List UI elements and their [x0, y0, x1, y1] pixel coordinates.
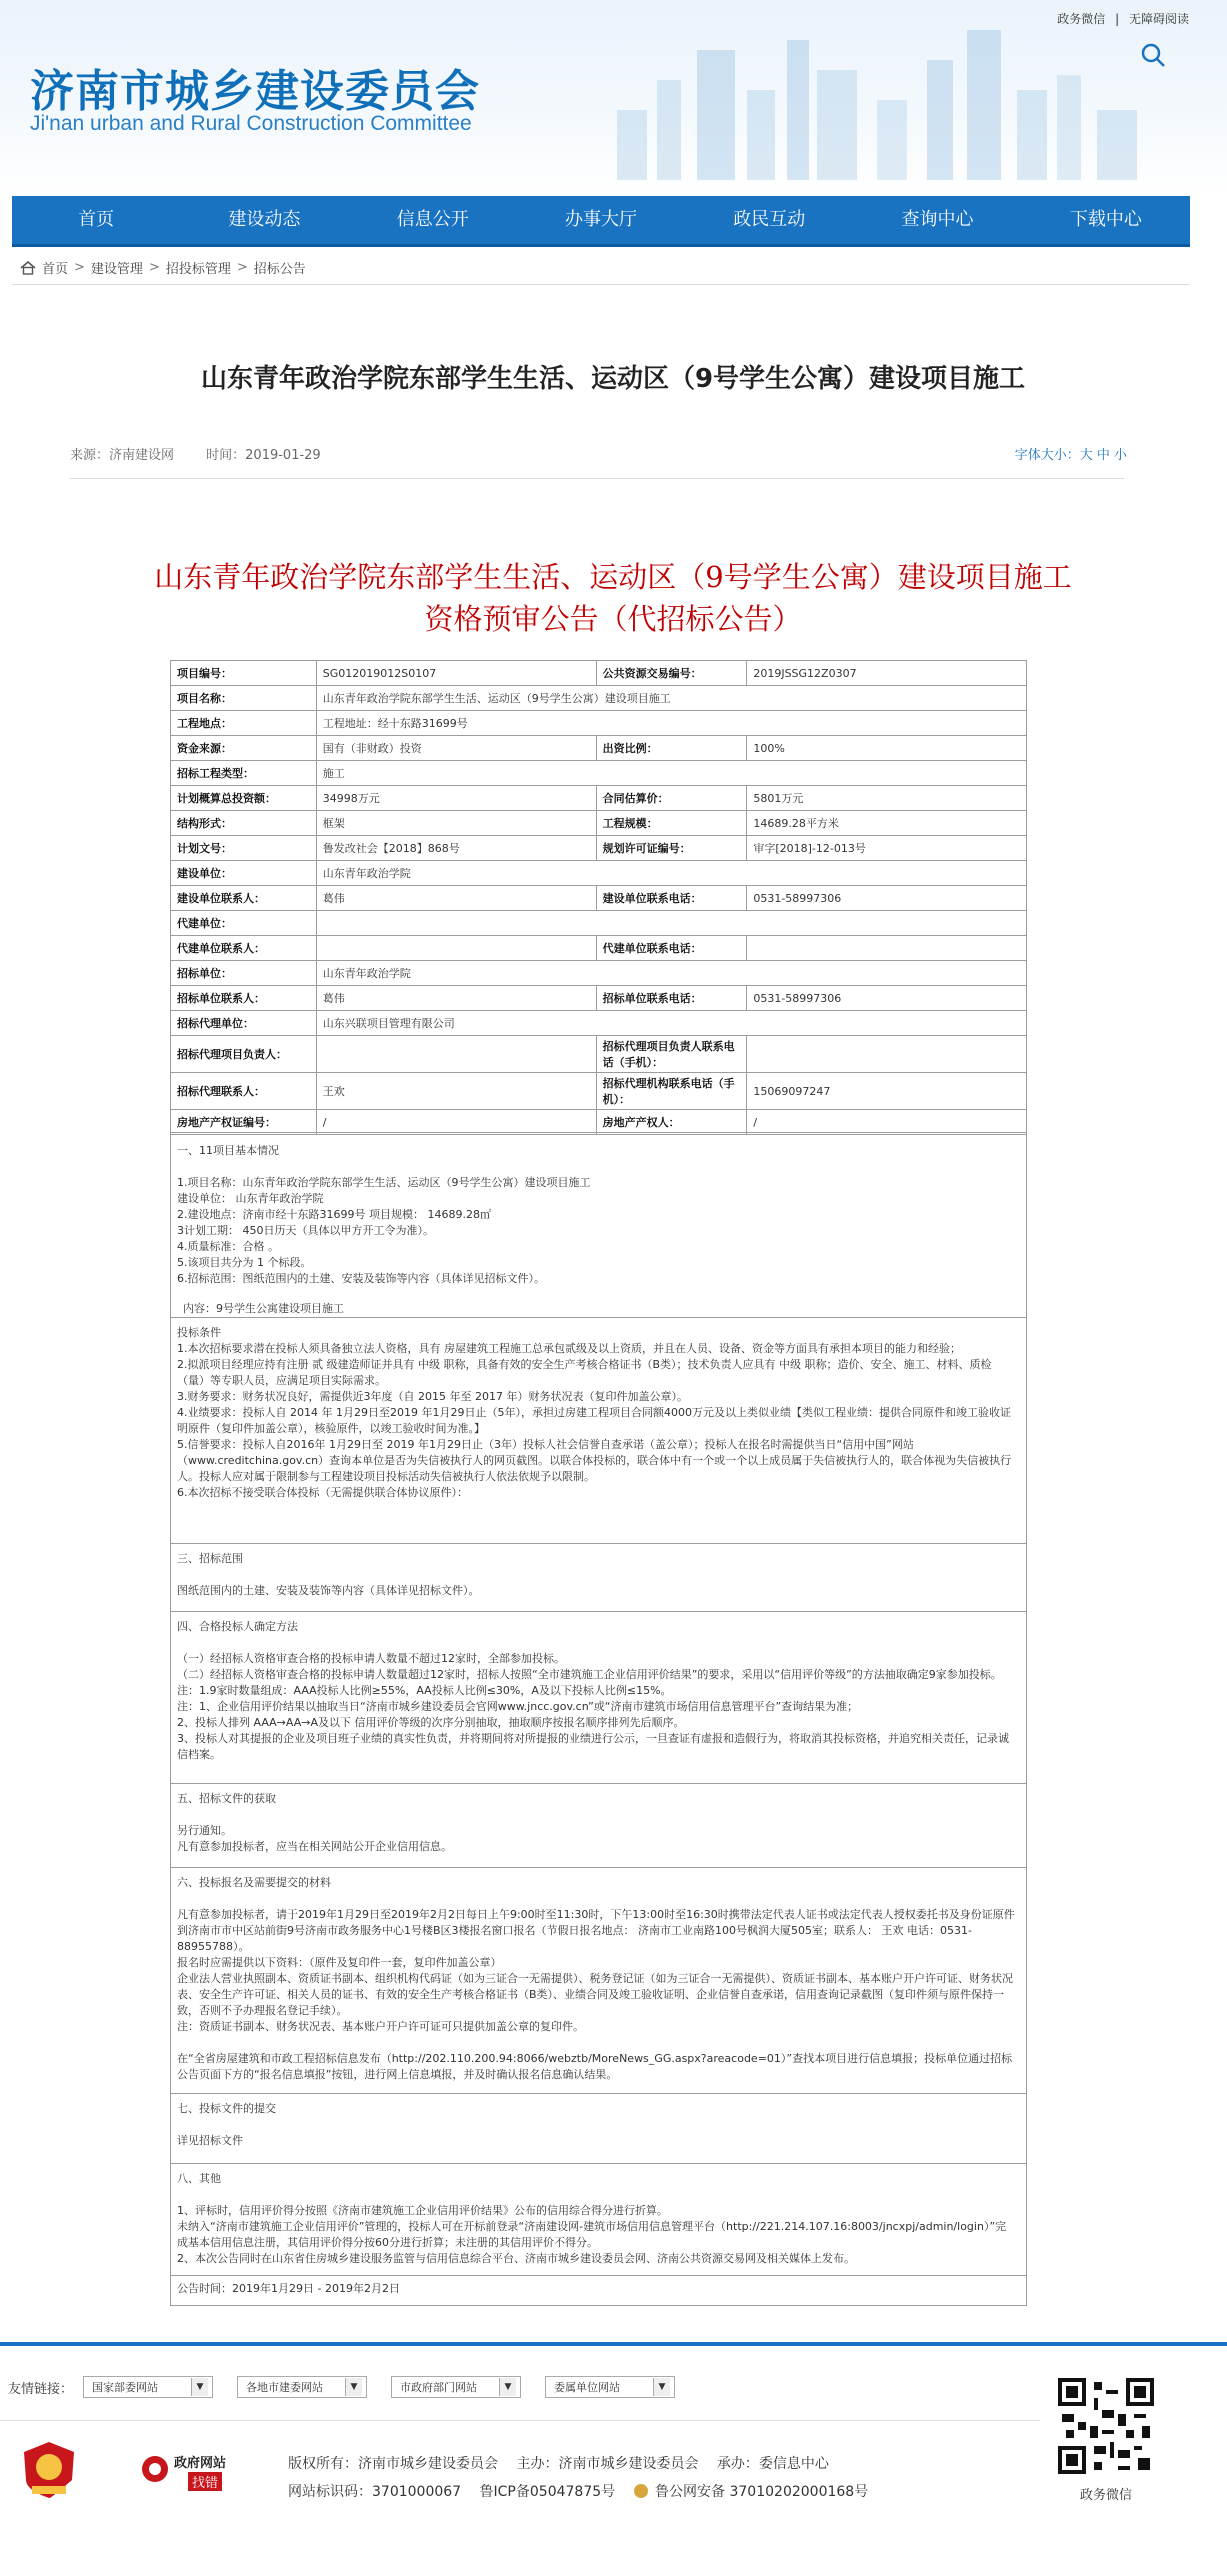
table-label-cell: 房地产产权人： — [596, 1110, 747, 1135]
body-line: 凡有意参加投标者，应当在相关网站公开企业信用信息。 — [177, 1840, 452, 1853]
section-divider — [171, 1783, 1026, 1784]
article-time: 时间：2019-01-29 — [206, 448, 321, 463]
table-label-cell: 招标代理单位： — [171, 1011, 317, 1036]
table-value-cell: 葛伟 — [316, 986, 596, 1011]
select-value: 委属单位网站 — [554, 2381, 621, 2394]
table-value-cell: 审字[2018]-12-013号 — [747, 836, 1027, 861]
table-label-cell: 招标代理机构联系电话（手机）： — [596, 1073, 747, 1110]
article-meta — [70, 444, 349, 463]
select-city-committees[interactable] — [237, 2376, 367, 2398]
table-value-cell: 山东兴联项目管理有限公司 — [316, 1011, 1026, 1036]
table-value-cell: 葛伟 — [316, 886, 596, 911]
table-label-cell: 计划文号： — [171, 836, 317, 861]
section-scope — [177, 1551, 1017, 1599]
section-qualification — [177, 1619, 1017, 1763]
document-title-line1: 山东青年政治学院东部学生生活、运动区（9号学生公寓）建设项目施工 — [154, 560, 1072, 594]
body-line: 6.本次招标不接受联合体投标（无需提供联合体协议原件）： — [177, 1486, 468, 1499]
table-label-cell: 代建单位联系人： — [171, 936, 317, 961]
table-label-cell: 工程地点： — [171, 711, 317, 736]
table-value-cell: / — [316, 1110, 596, 1135]
table-value-cell: 山东青年政治学院 — [316, 961, 1026, 986]
table-value-cell: SG012019012S0107 — [316, 661, 596, 686]
table-label-cell: 房地产产权证编号： — [171, 1110, 317, 1135]
nav-item-download[interactable]: 下载中心 — [1069, 209, 1142, 230]
font-size-control[interactable]: 字体大小：大 中 小 — [1014, 448, 1127, 463]
section-title: 三、招标范围 — [177, 1552, 243, 1565]
body-line: 注：1、企业信用评价结果以抽取当日“济南市城乡建设委员会官网www.jncc.gov.cn”或“济南市建筑市场信用信息管理平台”查询结果为准； — [177, 1700, 859, 1713]
body-line: 2、投标人排列 AAA→AA→A及以下 信用评价等级的次序分别抽取，抽取顺序按报名顺序排列先后顺序。 — [177, 1716, 685, 1729]
section-title: 八、其他 — [177, 2172, 221, 2185]
section-divider — [171, 1867, 1026, 1868]
table-label-cell: 招标单位： — [171, 961, 317, 986]
qr-code-icon — [1058, 2378, 1154, 2474]
body-line: 另行通知。 — [177, 1824, 232, 1837]
top-links — [1051, 10, 1189, 27]
body-line: 1、评标时，信用评价得分按照《济南市建筑施工企业信用评价结果》公布的信用综合得分进行折算。 — [177, 2204, 668, 2217]
qr-label: 政务微信 — [1079, 2488, 1132, 2503]
table-label-cell: 招标单位联系人： — [171, 986, 317, 1011]
police-badge-icon — [634, 2484, 648, 2498]
section-registration — [177, 1875, 1017, 2083]
select-value: 各地市建委网站 — [246, 2381, 324, 2394]
section-doc-acquire — [177, 1791, 1017, 1855]
table-label-cell: 结构形式： — [171, 811, 317, 836]
table-value-cell: 山东青年政治学院东部学生生活、运动区（9号学生公寓）建设项目施工 — [316, 686, 1026, 711]
table-label-cell: 建设单位联系人： — [171, 886, 317, 911]
site-logo-en: Ji'nan urban and Rural Construction Committee — [30, 112, 472, 135]
table-value-cell: 34998万元 — [316, 786, 596, 811]
section-divider — [171, 1543, 1026, 1544]
body-line: 在“全省房屋建筑和市政工程招标信息发布（http://202.110.200.94:8066/webztb/MoreNews_GG.aspx?areacode=01）”查找本项目进行信息填报；投标单位通过招标公告页面下方的“报名信息填报”按钮，进行网上信息填报，并及时确认报名信息确认结果。 — [177, 2052, 1013, 2081]
body-line: 3.财务要求：财务状况良好，需提供近3年度（自 2015 年至 2017 年）财务状况表（复印件加盖公章）。 — [177, 1390, 688, 1403]
section-title: 五、招标文件的获取 — [177, 1792, 276, 1805]
table-row — [171, 1036, 1027, 1073]
section-divider — [171, 1611, 1026, 1612]
table-row — [171, 986, 1027, 1011]
home-icon[interactable] — [20, 261, 36, 275]
footer-icp[interactable]: 鲁ICP备05047875号 — [479, 2484, 616, 2500]
body-line: 报名时应需提供以下资料：（原件及复印件一套，复印件加盖公章） — [177, 1956, 502, 1969]
notice-body — [170, 1132, 1027, 2306]
table-value-cell: 2019JSSG12Z0307 — [747, 661, 1027, 686]
table-row — [171, 1073, 1027, 1110]
section-title: 六、投标报名及需要提交的材料 — [177, 1876, 331, 1889]
body-line: 图纸范围内的土建、安装及装饰等内容（具体详见招标文件）。 — [177, 1584, 480, 1597]
table-label-cell: 出资比例： — [596, 736, 747, 761]
table-row — [171, 736, 1027, 761]
table-value-cell: 山东青年政治学院 — [316, 861, 1026, 886]
select-value: 市政府部门网站 — [400, 2381, 478, 2394]
table-label-cell: 招标工程类型： — [171, 761, 317, 786]
table-row — [171, 661, 1027, 686]
body-line: 1.项目名称：山东青年政治学院东部学生生活、运动区（9号学生公寓）建设项目施工 — [177, 1176, 591, 1189]
table-value-cell — [316, 936, 596, 961]
body-line: （二）经招标人资格审查合格的投标申请人数量超过12家时，招标人按照“全市建筑施工企业信用评价结果”的要求，采用以“信用评价等级”的方法抽取确定9家参加投标。 — [177, 1668, 1002, 1681]
table-value-cell: 14689.28平方米 — [747, 811, 1027, 836]
body-line: 5.信誉要求：投标人自2016年 1月29日至 2019 年1月29日止（3年）投标人社会信誉自查承诺（盖公章）；投标人在报名时需提供当日“信用中国”网站（www.creditchina.gov.cn）查询本单位是否为失信被执行人的网页截图。以联合体投标的，联合体中有一个或一个以上成员属于失信被执行人的，联合体视为失信被执行人。投标人应对属于限制参与工程建设项目投标活动失信被执行人依法依规予以限制。 — [177, 1438, 1012, 1483]
table-row — [171, 1011, 1027, 1036]
nav-item-open-info[interactable]: 信息公开 — [396, 209, 469, 230]
table-value-cell: 工程地址：经十东路31699号 — [316, 711, 1026, 736]
table-label-cell: 代建单位： — [171, 911, 317, 936]
section-submission — [177, 2101, 1017, 2149]
main-nav — [12, 196, 1190, 244]
section-divider — [171, 2093, 1026, 2094]
table-row — [171, 836, 1027, 861]
table-label-cell: 合同估算价： — [596, 786, 747, 811]
table-value-cell: 鲁发改社会【2018】868号 — [316, 836, 596, 861]
table-label-cell: 计划概算总投资额： — [171, 786, 317, 811]
table-row — [171, 936, 1027, 961]
article-source: 来源：济南建设网 — [70, 448, 175, 463]
table-row — [171, 811, 1027, 836]
nav-item-query[interactable]: 查询中心 — [901, 209, 974, 230]
body-line: 2.建设地点：济南市经十东路31699号 项目规模： 14689.28㎡ — [177, 1208, 491, 1221]
nav-item-service-hall[interactable]: 办事大厅 — [564, 209, 637, 230]
body-line: 5.该项目共分为 1 个标段。 — [177, 1256, 312, 1269]
footer-site-code: 网站标识码：3701000067 — [288, 2484, 462, 2500]
footer-top-bar — [0, 2342, 1227, 2346]
document-title — [60, 556, 1166, 640]
footer-police[interactable]: 鲁公网安备 37010202000168号 — [655, 2484, 869, 2500]
section-conditions — [177, 1325, 1017, 1501]
nav-item-news[interactable]: 建设动态 — [228, 209, 301, 230]
table-row — [171, 861, 1027, 886]
site-header — [0, 0, 1227, 196]
body-line: 企业法人营业执照副本、资质证书副本、组织机构代码证（如为三证合一无需提供）、税务登记证（如为三证合一无需提供）、资质证书副本、基本账户开户许可证、财务状况表、安全生产许可证、相关人员的证书、有效的安全生产考核合格证书（B类）、业绩合同及竣工验收证明、企业信誉自查承诺，信用查询记录截图（复印件须与原件保持一致，否则不予办理报名登记手续）。 — [177, 1972, 1013, 2017]
breadcrumb-construction-mgmt[interactable]: 建设管理 — [90, 262, 143, 277]
table-label-cell: 建设单位： — [171, 861, 317, 886]
body-line: 3、投标人对其提报的企业及项目班子业绩的真实性负责，并将期间将对所提报的业绩进行公示，一旦查证有虚报和造假行为，将取消其投标资格，并追究相关责任，记录诚信档案。 — [177, 1732, 1009, 1761]
page-title: 山东青年政治学院东部学生生活、运动区（9号学生公寓）建设项目施工 — [200, 364, 1026, 394]
table-value-cell: 0531-58997306 — [747, 986, 1027, 1011]
table-row — [171, 711, 1027, 736]
table-label-cell: 公共资源交易编号： — [596, 661, 747, 686]
breadcrumb-bidding-mgmt[interactable]: 招投标管理 — [165, 262, 231, 277]
nav-item-interaction[interactable]: 政民互动 — [733, 209, 806, 230]
select-value: 国家部委网站 — [92, 2381, 159, 2394]
table-row — [171, 761, 1027, 786]
body-line: 凡有意参加投标者，请于2019年1月29日至2019年2月2日每日上午9:00时至11:30时，下午13:00时至16:30时携带法定代表人证书或法定代表人授权委托书及身份证原件到济南市市中区站前街9号济南市政务服务中心1号楼B区3楼报名窗口报名（节假日报名地点： 济南市工业南路100号枫润大厦505室；联系人： 王欢 电话：0531-88955788）。 — [177, 1908, 1015, 1953]
wechat-link[interactable]: 政务微信 — [1057, 12, 1106, 26]
party-emblem-icon[interactable] — [22, 2440, 76, 2500]
section-title: 投标条件 — [177, 1326, 221, 1339]
table-value-cell: 100% — [747, 736, 1027, 761]
breadcrumb-separator: > — [236, 260, 248, 275]
select-affiliated-units[interactable] — [545, 2376, 675, 2398]
section-divider — [171, 1317, 1026, 1318]
search-icon[interactable] — [1140, 42, 1166, 68]
section-basic-info — [177, 1143, 1017, 1317]
table-value-cell: / — [747, 1110, 1027, 1135]
gov-site-error-report[interactable] — [140, 2450, 240, 2496]
table-label-cell: 资金来源： — [171, 736, 317, 761]
table-row — [171, 1110, 1027, 1135]
body-line: 注：资质证书副本、财务状况表、基本账户开户许可证可只提供加盖公章的复印件。 — [177, 2020, 584, 2033]
breadcrumb-home[interactable]: 首页 — [42, 262, 69, 277]
body-line: （一）经招标人资格审查合格的投标申请人数量不超过12家时，全部参加投标。 — [177, 1652, 565, 1665]
table-label-cell: 项目名称： — [171, 686, 317, 711]
body-line: 未纳入“济南市建筑施工企业信用评价”管理的，投标人可在开标前登录“济南建设网-建筑市场信用信息管理平台（http://221.214.107.16:8003/jncxpj/admin/login）”完成基本信用信息注册，其信用评价得分按60分进行折算；未注册的其信用评价不得分。 — [177, 2220, 1007, 2249]
footer-host: 主办：济南市城乡建设委员会 — [516, 2456, 699, 2472]
table-value-cell: 0531-58997306 — [747, 886, 1027, 911]
accessibility-link[interactable]: 无障碍阅读 — [1128, 12, 1189, 26]
table-row — [171, 686, 1027, 711]
body-line: 1.本次招标要求潜在投标人须具备独立法人资格，具有 房屋建筑工程施工总承包贰级及以上资质，并且在人员、设备、资金等方面具有承担本项目的能力和经验； — [177, 1342, 961, 1355]
footer-copyright: 版权所有：济南市城乡建设委员会 — [288, 2456, 498, 2472]
table-value-cell: 5801万元 — [747, 786, 1027, 811]
nav-item-home[interactable]: 首页 — [78, 209, 115, 230]
table-value-cell: 15069097247 — [747, 1073, 1027, 1110]
table-label-cell: 代建单位联系电话： — [596, 936, 747, 961]
breadcrumb-separator: > — [148, 260, 160, 275]
section-title: 一、11项目基本情况 — [177, 1144, 279, 1157]
table-row — [171, 961, 1027, 986]
table-row — [171, 786, 1027, 811]
table-value-cell: 国有（非财政）投资 — [316, 736, 596, 761]
section-title: 四、合格投标人确定方法 — [177, 1620, 298, 1633]
breadcrumb — [20, 258, 306, 277]
table-value-cell — [316, 1036, 596, 1073]
table-value-cell — [316, 911, 1026, 936]
chevron-down-icon: ▼ — [653, 2378, 670, 2396]
footer-info — [288, 2450, 882, 2506]
section-title: 七、投标文件的提交 — [177, 2102, 276, 2115]
body-line: 4.质量标准：合格 。 — [177, 1240, 279, 1253]
table-label-cell: 建设单位联系电话： — [596, 886, 747, 911]
table-value-cell — [747, 1036, 1027, 1073]
gov-badge-line2: 找错 — [188, 2472, 222, 2491]
breadcrumb-bid-notice[interactable]: 招标公告 — [253, 262, 306, 277]
breadcrumb-separator: > — [74, 260, 85, 275]
section-divider — [171, 2163, 1026, 2164]
footer-office: 承办：委信息中心 — [716, 2456, 829, 2472]
body-line: 内容：9号学生公寓建设项目施工 — [183, 1302, 344, 1315]
table-value-cell — [747, 936, 1027, 961]
footer-divider — [0, 2420, 1040, 2421]
project-info-table — [170, 660, 1027, 1135]
gov-badge-line1: 政府网站 — [174, 2456, 227, 2471]
body-line: 注：1.9家时数量组成：AAA投标人比例≥55%，AA投标人比例≤30%，A及以下投标人比例≤15%。 — [177, 1684, 672, 1697]
body-line: 3计划工期： 450日历天（具体以甲方开工令为准）。 — [177, 1224, 434, 1237]
table-label-cell: 招标代理项目负责人： — [171, 1036, 317, 1073]
meta-divider — [70, 478, 1124, 479]
select-national-ministries[interactable] — [83, 2376, 213, 2398]
table-row — [171, 911, 1027, 936]
error-report-icon — [140, 2454, 170, 2484]
site-logo-cn[interactable]: 济南市城乡建设委员会 — [30, 66, 480, 117]
body-line: 6.招标范围：图纸范围内的土建、安装及装饰等内容（具体详见招标文件）。 — [177, 1272, 545, 1285]
body-line: 建设单位： 山东青年政治学院 — [177, 1192, 324, 1205]
nav-underline — [12, 244, 1190, 247]
top-links-divider: | — [1115, 12, 1120, 26]
body-line: 2、本次公告同时在山东省住房城乡建设服务监管与信用信息综合平台、济南市城乡建设委员会网、济南公共资源交易网及相关媒体上发布。 — [177, 2252, 855, 2265]
section-other — [177, 2171, 1017, 2267]
table-value-cell: 王欢 — [316, 1073, 596, 1110]
table-label-cell: 招标代理联系人： — [171, 1073, 317, 1110]
table-value-cell: 框架 — [316, 811, 596, 836]
chevron-down-icon: ▼ — [191, 2378, 208, 2396]
table-row — [171, 886, 1027, 911]
select-city-departments[interactable] — [391, 2376, 521, 2398]
city-skyline-decoration — [607, 20, 1167, 180]
publish-period: 公告时间：2019年1月29日 - 2019年2月2日 — [177, 2282, 400, 2295]
body-line: 详见招标文件 — [177, 2134, 243, 2147]
body-line: 4.业绩要求：投标人自 2014 年 1月29日至2019 年1月29日止（5年），承担过房建工程项目合同额4000万元及以上类似业绩【类似工程业绩：提供合同原件和竣工验收证明原件（复印件加盖公章），核验原件，以竣工验收时间为准。】 — [177, 1406, 1011, 1435]
chevron-down-icon: ▼ — [499, 2378, 516, 2396]
body-line: 2.拟派项目经理应持有注册 贰 级建造师证并具有 中级 职称，具备有效的安全生产考核合格证书（B类）；技术负责人应具有 中级 职称；造价、安全、施工、材料、质检（量）等专职人员，应满足项目实际需求。 — [177, 1358, 992, 1387]
section-divider — [171, 2275, 1026, 2276]
table-label-cell: 规划许可证编号： — [596, 836, 747, 861]
friendly-links-label: 友情链接： — [8, 2381, 74, 2397]
table-label-cell: 工程规模： — [596, 811, 747, 836]
table-value-cell: 施工 — [316, 761, 1026, 786]
chevron-down-icon: ▼ — [345, 2378, 362, 2396]
document-title-line2: 资格预审公告（代招标公告） — [424, 602, 802, 636]
table-label-cell: 招标代理项目负责人联系电话（手机）： — [596, 1036, 747, 1073]
breadcrumb-divider — [12, 284, 1190, 285]
table-label-cell: 项目编号： — [171, 661, 317, 686]
table-label-cell: 招标单位联系电话： — [596, 986, 747, 1011]
friendly-links — [8, 2376, 675, 2398]
